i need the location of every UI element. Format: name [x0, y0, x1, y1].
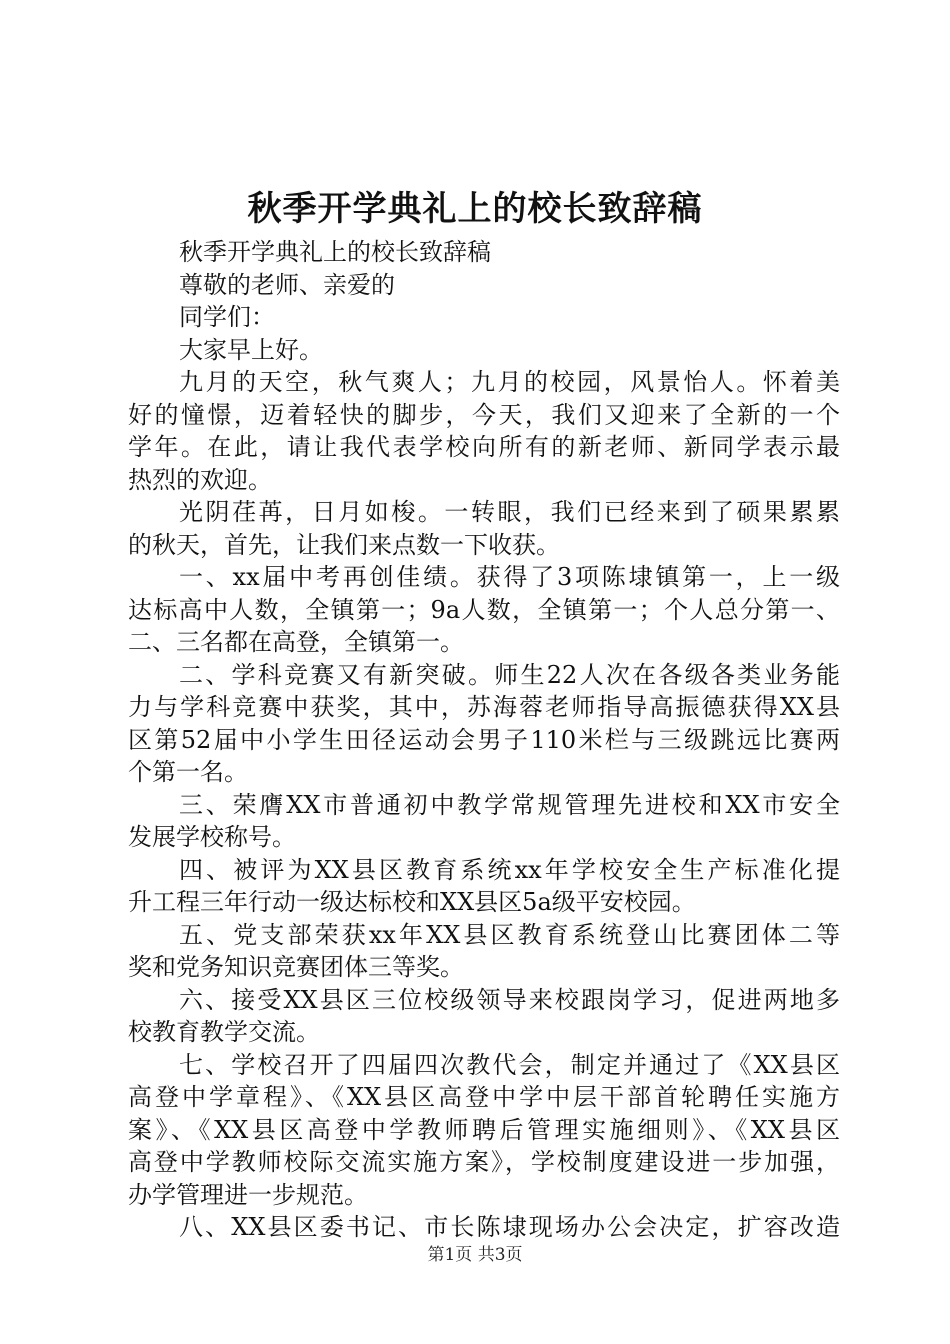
text-line: 八、XX县区委书记、市长陈埭现场办公会决定，扩容改造: [179, 1213, 840, 1241]
text-line: 一、xx届中考再创佳绩。获得了3项陈埭镇第一，上一级: [179, 563, 840, 591]
text-line: 高登中学章程》、《XX县区高登中学中层干部首轮聘任实施方: [128, 1083, 840, 1111]
text-line: 区第52届中小学生田径运动会男子110米栏与三级跳远比赛两: [128, 725, 840, 754]
text-line: 五、党支部荣获xx年XX县区教育系统登山比赛团体二等: [179, 920, 840, 949]
text-line: 发展学校称号。: [128, 823, 296, 851]
text-line: 高登中学教师校际交流实施方案》，学校制度建设进一步加强，: [128, 1148, 840, 1176]
text-line: 光阴荏苒，日月如梭。一转眼，我们已经来到了硕果累累: [179, 498, 840, 526]
text-line: 七、学校召开了四届四次教代会，制定并通过了《XX县区: [179, 1050, 840, 1079]
text-line: 案》、《XX县区高登中学教师聘后管理实施细则》、《XX县区: [128, 1115, 840, 1144]
text-line: 学年。在此，请让我代表学校向所有的新老师、新同学表示最: [128, 433, 840, 461]
text-line: 四、被评为XX县区教育系统xx年学校安全生产标准化提: [179, 855, 840, 884]
text-line: 奖和党务知识竞赛团体三等奖。: [128, 953, 464, 981]
text-line: 秋季开学典礼上的校长致辞稿: [179, 238, 491, 266]
text-line: 尊敬的老师、亲爱的: [179, 270, 395, 299]
page-footer: 第1页 共3页: [427, 1245, 523, 1265]
text-line: 个第一名。: [128, 758, 248, 786]
text-line: 力与学科竞赛中获奖，其中，苏海蓉老师指导高振德获得XX县: [128, 693, 840, 721]
document-title: 秋季开学典礼上的校长致辞稿: [247, 189, 703, 229]
text-line: 好的憧憬，迈着轻快的脚步，今天，我们又迎来了全新的一个: [128, 400, 840, 429]
text-line: 二、学科竞赛又有新突破。师生22人次在各级各类业务能: [179, 660, 840, 689]
text-line: 热烈的欢迎。: [128, 465, 272, 494]
text-line: 二、三名都在高登，全镇第一。: [128, 628, 464, 656]
text-line: 同学们：: [179, 303, 275, 331]
text-line: 办学管理进一步规范。: [128, 1180, 368, 1209]
text-line: 达标高中人数，全镇第一；9a人数，全镇第一；个人总分第一、: [128, 595, 840, 624]
text-line: 三、荣膺XX市普通初中教学常规管理先进校和XX市安全: [179, 790, 840, 819]
text-line: 的秋天，首先，让我们来点数一下收获。: [128, 530, 560, 559]
text-line: 大家早上好。: [179, 335, 323, 364]
text-line: 校教育教学交流。: [128, 1018, 320, 1046]
text-line: 升工程三年行动一级达标校和XX县区5a级平安校园。: [128, 888, 696, 916]
document-body: [128, 236, 840, 1244]
text-line: 九月的天空，秋气爽人；九月的校园，风景怡人。怀着美: [179, 368, 840, 396]
text-line: 六、接受XX县区三位校级领导来校跟岗学习，促进两地多: [179, 985, 840, 1014]
